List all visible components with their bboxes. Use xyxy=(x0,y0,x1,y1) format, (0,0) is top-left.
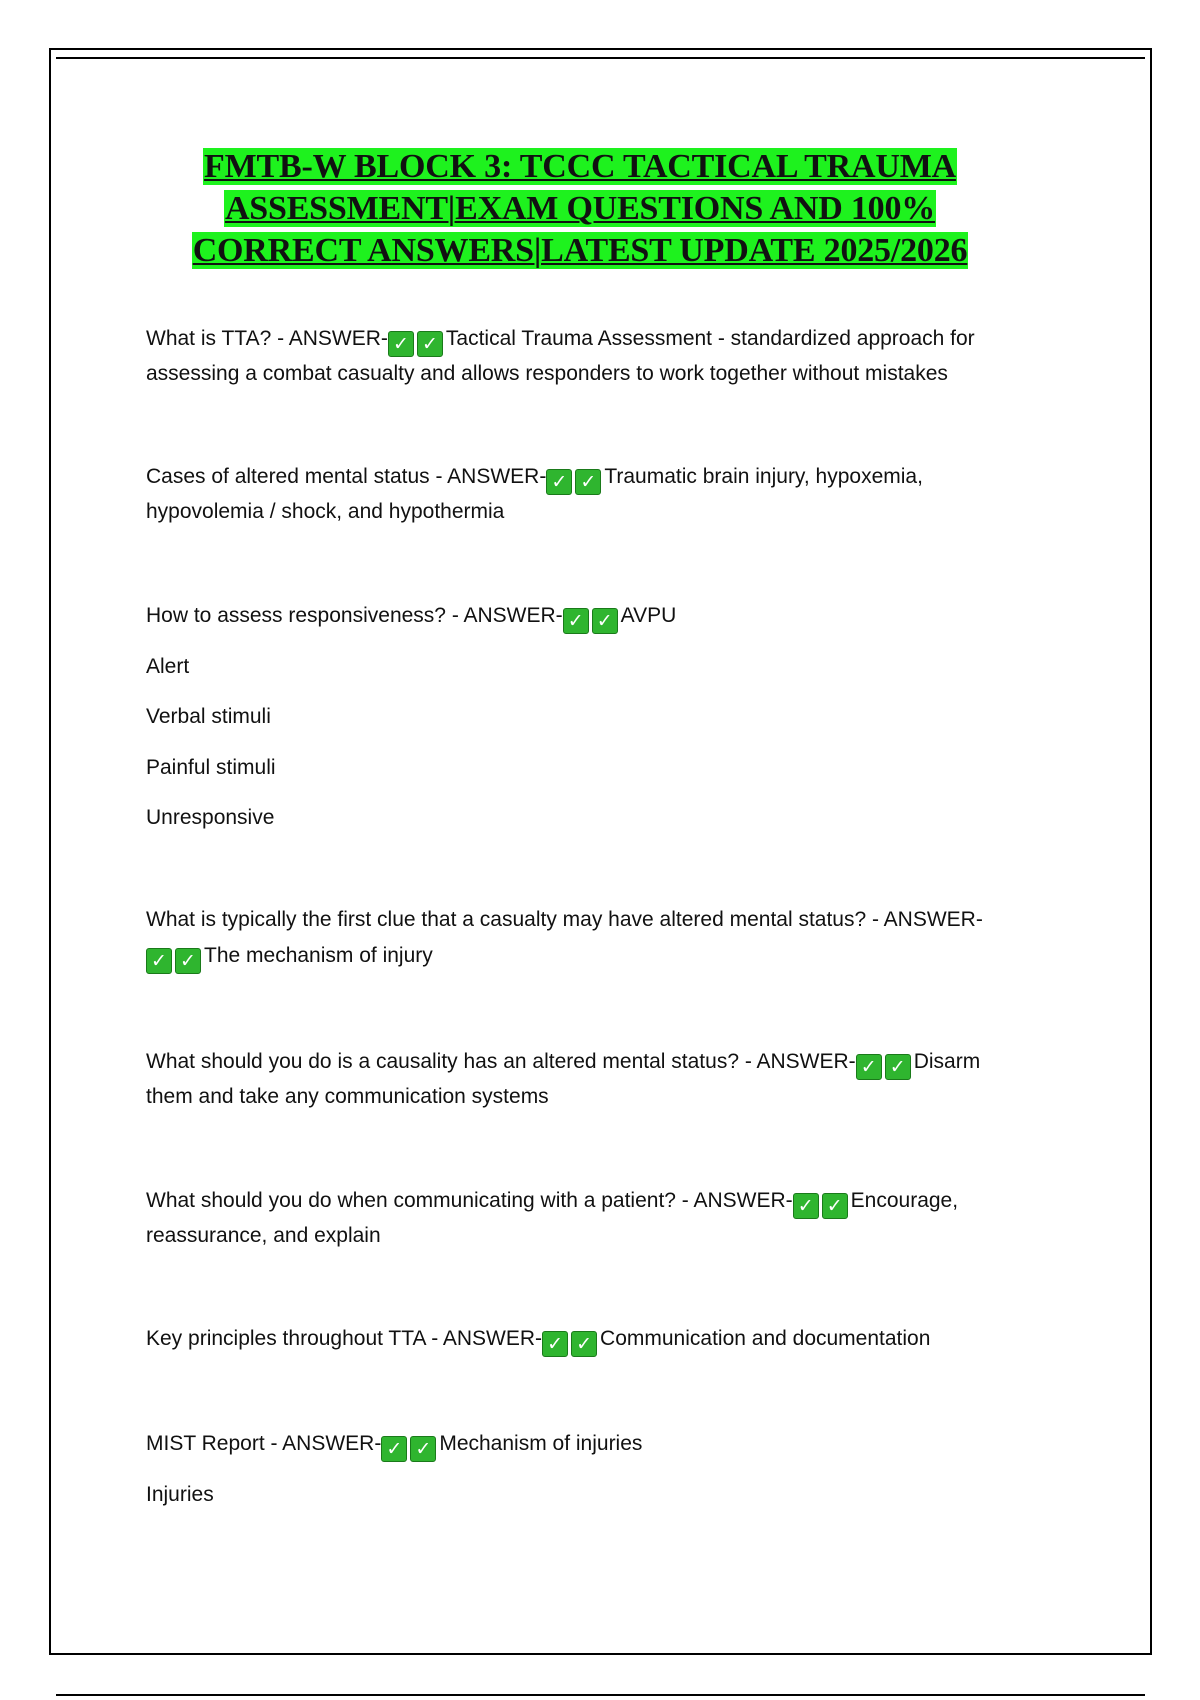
answer-text: Encourage, xyxy=(850,1189,959,1212)
page-border xyxy=(49,48,1152,1655)
answer-continuation: reassurance, and explain xyxy=(146,1224,381,1247)
answer-line xyxy=(146,939,1046,974)
question-text: What is TTA? - ANSWER- xyxy=(146,327,388,350)
answer-continuation: assessing a combat casualty and allows responders to work together without mistakes xyxy=(146,362,948,385)
qa-item xyxy=(146,1184,1046,1219)
check-mark-icon: ✓ xyxy=(793,1193,819,1219)
check-mark-icon: ✓ xyxy=(381,1436,407,1462)
title-line-2: ASSESSMENT|EXAM QUESTIONS AND 100% xyxy=(224,190,936,227)
qa-item xyxy=(146,460,1046,495)
page-bottom-rule xyxy=(56,1694,1145,1696)
answer-text: AVPU xyxy=(620,604,677,627)
document-title xyxy=(120,146,1040,272)
qa-item xyxy=(146,903,1046,937)
question-text: What should you do is a causality has an altered mental status? - ANSWER- xyxy=(146,1050,856,1073)
answer-text: Disarm xyxy=(913,1050,981,1073)
title-line-3: CORRECT ANSWERS|LATEST UPDATE 2025/2026 xyxy=(192,232,968,269)
answer-continuation: them and take any communication systems xyxy=(146,1085,549,1108)
check-mark-icon: ✓ xyxy=(885,1054,911,1080)
check-mark-icon: ✓ xyxy=(546,469,572,495)
check-mark-icon: ✓ xyxy=(146,948,172,974)
check-mark-icon: ✓ xyxy=(822,1193,848,1219)
question-text: Cases of altered mental status - ANSWER- xyxy=(146,465,547,488)
question-text: Key principles throughout TTA - ANSWER- xyxy=(146,1327,543,1350)
check-mark-icon: ✓ xyxy=(175,948,201,974)
qa-item xyxy=(146,1427,1046,1462)
check-mark-icon: ✓ xyxy=(571,1331,597,1357)
check-mark-icon: ✓ xyxy=(856,1054,882,1080)
qa-item xyxy=(146,1045,1046,1080)
sub-item: Unresponsive xyxy=(146,806,275,829)
qa-item xyxy=(146,599,1046,634)
answer-text: Traumatic brain injury, hypoxemia, xyxy=(604,465,923,488)
answer-text: Communication and documentation xyxy=(600,1327,931,1350)
answer-text: Tactical Trauma Assessment - standardized approach for xyxy=(445,327,975,350)
qa-item xyxy=(146,322,1046,357)
check-mark-icon: ✓ xyxy=(388,331,414,357)
check-mark-icon: ✓ xyxy=(563,608,589,634)
sub-item: Verbal stimuli xyxy=(146,705,271,728)
question-text: How to assess responsiveness? - ANSWER- xyxy=(146,604,563,627)
check-mark-icon: ✓ xyxy=(542,1331,568,1357)
check-mark-icon: ✓ xyxy=(592,608,618,634)
question-text: What should you do when communicating with a patient? - ANSWER- xyxy=(146,1189,793,1212)
sub-item: Alert xyxy=(146,655,190,678)
page-top-rule xyxy=(56,57,1145,59)
answer-continuation: hypovolemia / shock, and hypothermia xyxy=(146,500,505,523)
answer-text: Mechanism of injuries xyxy=(439,1432,643,1455)
question-text: MIST Report - ANSWER- xyxy=(146,1432,382,1455)
check-mark-icon: ✓ xyxy=(575,469,601,495)
title-line-1: FMTB-W BLOCK 3: TCCC TACTICAL TRAUMA xyxy=(204,148,956,185)
check-mark-icon: ✓ xyxy=(417,331,443,357)
sub-item: Injuries xyxy=(146,1483,214,1506)
check-mark-icon: ✓ xyxy=(410,1436,436,1462)
qa-item xyxy=(146,1322,1046,1357)
question-text: What is typically the first clue that a casualty may have altered mental status? - ANSWER- xyxy=(146,908,983,931)
answer-text: The mechanism of injury xyxy=(204,944,433,967)
sub-item: Painful stimuli xyxy=(146,756,276,779)
